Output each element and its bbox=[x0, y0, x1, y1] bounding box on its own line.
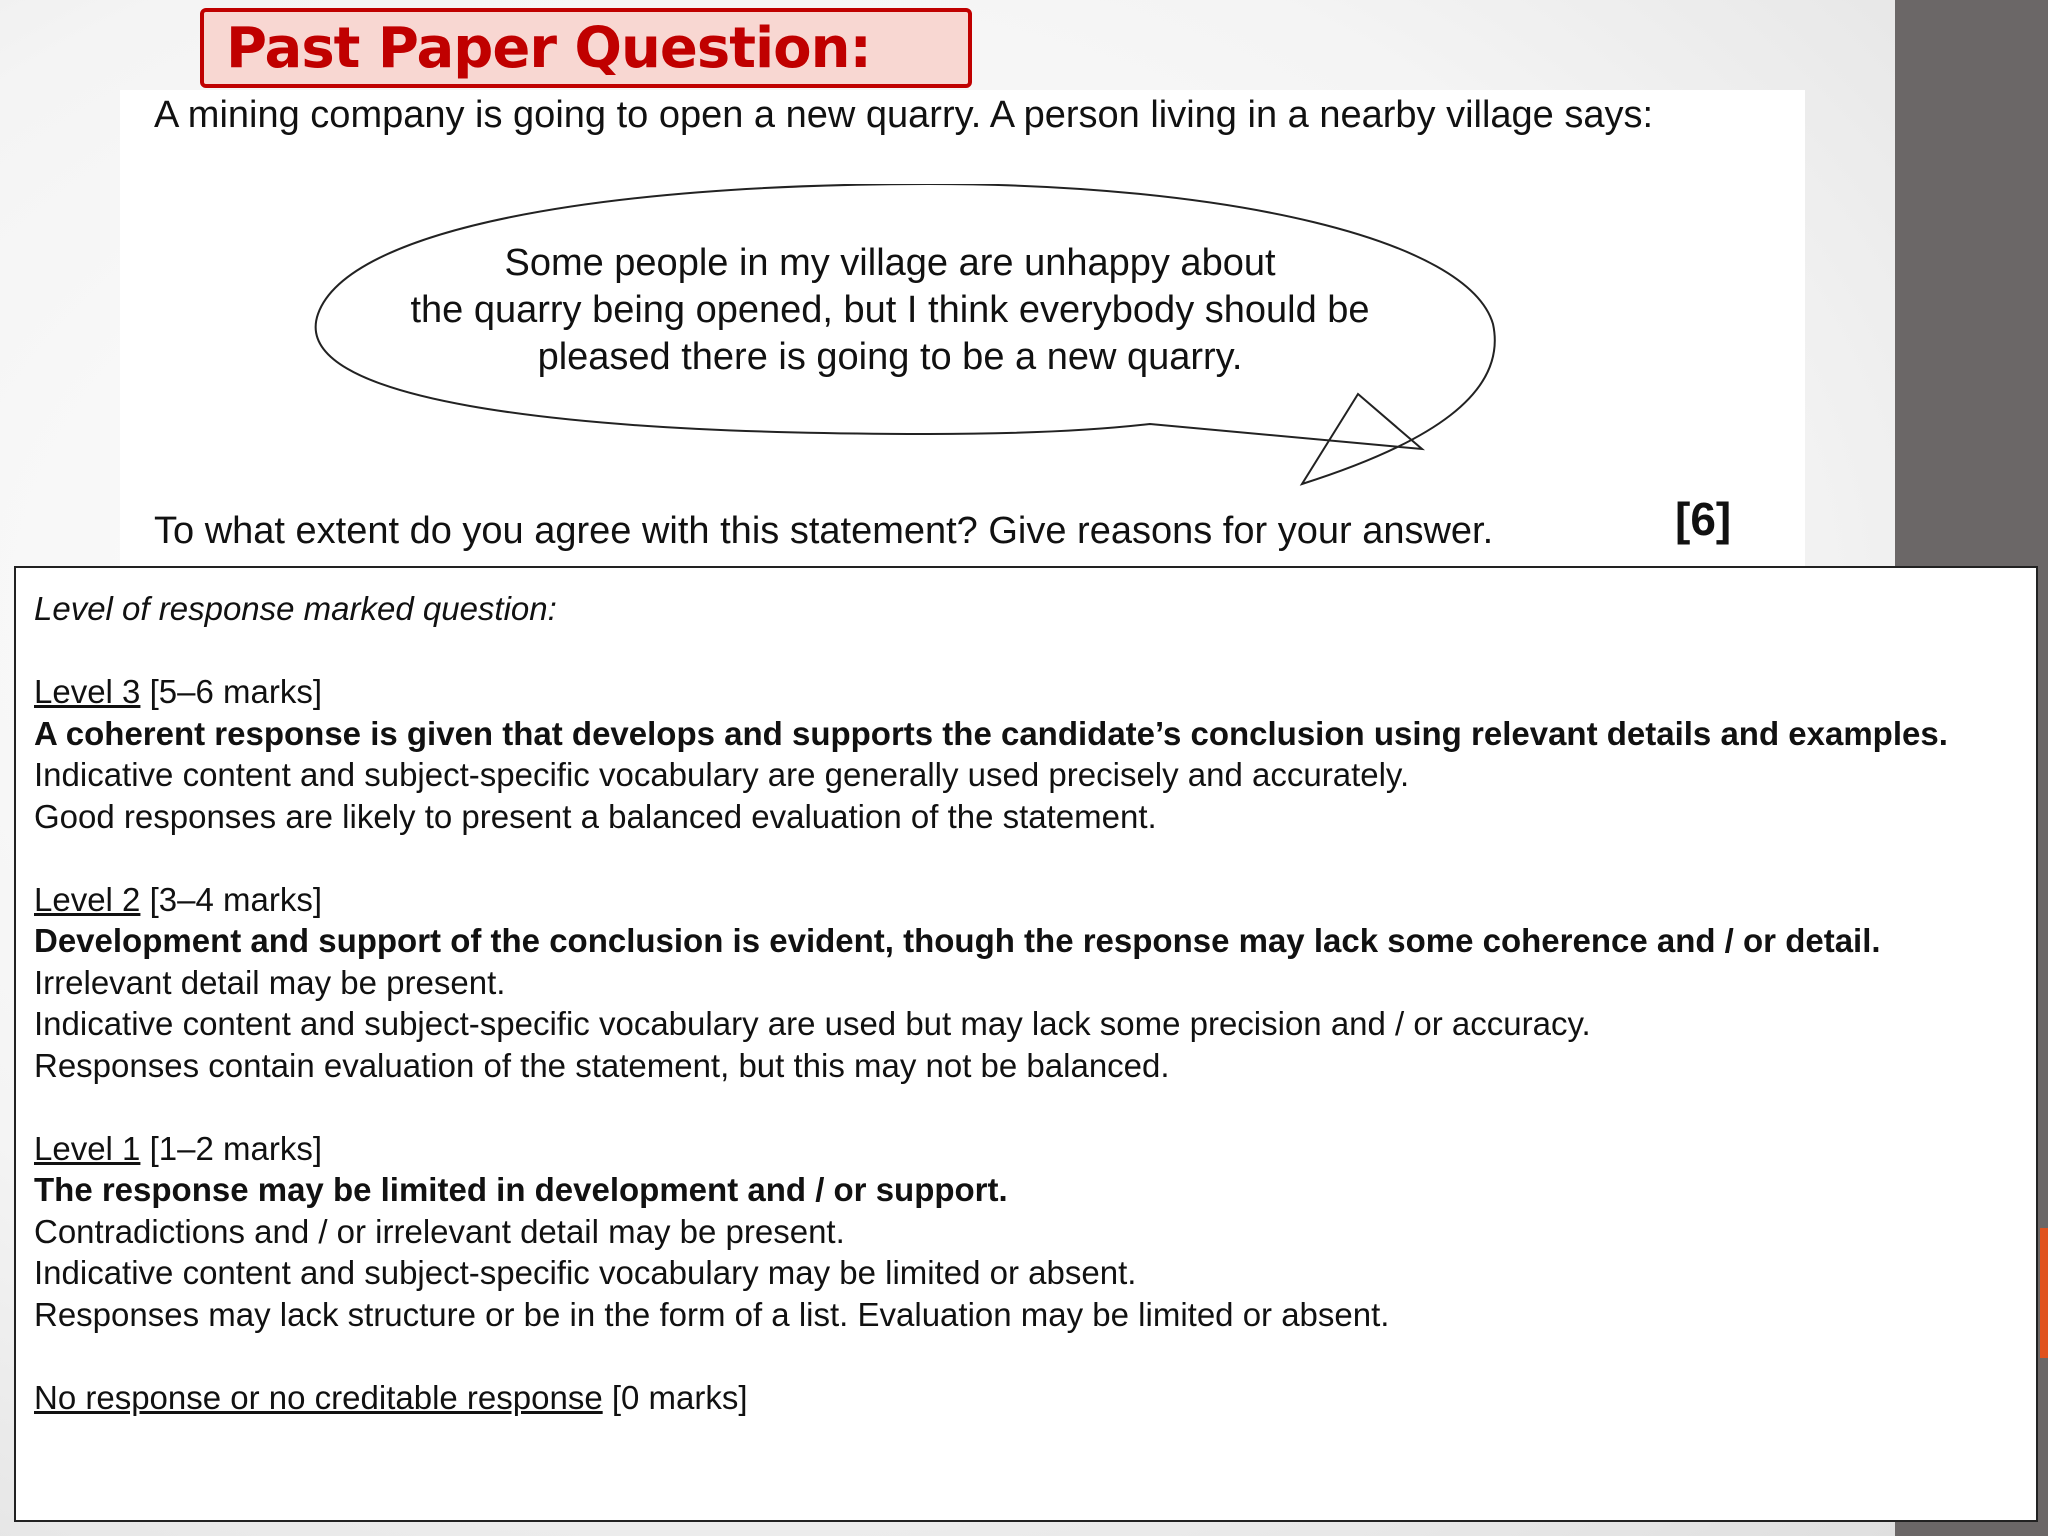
mark-scheme-box bbox=[14, 566, 2038, 1522]
mark-scheme-heading: Level of response marked question: bbox=[34, 590, 557, 627]
level-3-label: Level 3 bbox=[34, 673, 141, 710]
mark-scheme-content bbox=[34, 588, 2024, 1418]
question-marks: [6] bbox=[1675, 493, 1732, 545]
level-1-label: Level 1 bbox=[34, 1129, 141, 1167]
no-response-label: No response or no creditable response bbox=[34, 1378, 603, 1416]
no-response-range: [0 marks] bbox=[602, 1378, 748, 1416]
slide-title: Past Paper Question: bbox=[226, 16, 871, 81]
level-3-point: Good responses are likely to present a balanced evaluation of the statement. bbox=[34, 797, 1157, 835]
question-prompt: To what extent do you agree with this statement? Give reasons for your answer. bbox=[154, 510, 1494, 552]
level-1-range: [1–2 marks] bbox=[140, 1129, 322, 1167]
question-panel bbox=[120, 90, 1805, 570]
speech-line-2: the quarry being opened, but I think everybody should be bbox=[410, 289, 1370, 331]
level-2-point: Indicative content and subject-specific vocabulary are used but may lack some precision and / or accuracy. bbox=[34, 1005, 1591, 1042]
level-2-header bbox=[34, 879, 2024, 921]
speech-bubble-text bbox=[370, 240, 1410, 381]
level-2-label: Level 2 bbox=[34, 880, 141, 918]
level-1-descriptor: The response may be limited in development and / or support. bbox=[34, 1171, 1008, 1208]
level-3-header bbox=[34, 671, 2024, 713]
level-1-header bbox=[34, 1128, 2024, 1170]
no-response-line bbox=[34, 1377, 2024, 1419]
question-intro: A mining company is going to open a new quarry. A person living in a nearby village says: bbox=[154, 94, 1654, 136]
level-2-point: Irrelevant detail may be present. bbox=[34, 963, 506, 1001]
level-1-point: Responses may lack structure or be in the form of a list. Evaluation may be limited or absent. bbox=[34, 1295, 1390, 1333]
accent-decoration-bar bbox=[2040, 1228, 2048, 1358]
speech-line-3: pleased there is going to be a new quarry. bbox=[537, 336, 1243, 378]
level-2-point: Responses contain evaluation of the statement, but this may not be balanced. bbox=[34, 1046, 1170, 1084]
level-3-range: [5–6 marks] bbox=[140, 673, 322, 710]
level-2-descriptor: Development and support of the conclusion is evident, though the response may lack some coherence and / or detail. bbox=[34, 922, 1881, 959]
level-1-point: Contradictions and / or irrelevant detail may be present. bbox=[34, 1212, 845, 1250]
title-box bbox=[200, 8, 972, 88]
level-1-point: Indicative content and subject-specific vocabulary may be limited or absent. bbox=[34, 1254, 1137, 1291]
level-3-point: Indicative content and subject-specific vocabulary are generally used precisely and accurately. bbox=[34, 756, 1410, 793]
speech-line-1: Some people in my village are unhappy about bbox=[504, 242, 1276, 284]
level-3-descriptor: A coherent response is given that develops and supports the candidate’s conclusion using relevant details and examples. bbox=[34, 714, 1948, 752]
level-2-range: [3–4 marks] bbox=[140, 880, 322, 918]
